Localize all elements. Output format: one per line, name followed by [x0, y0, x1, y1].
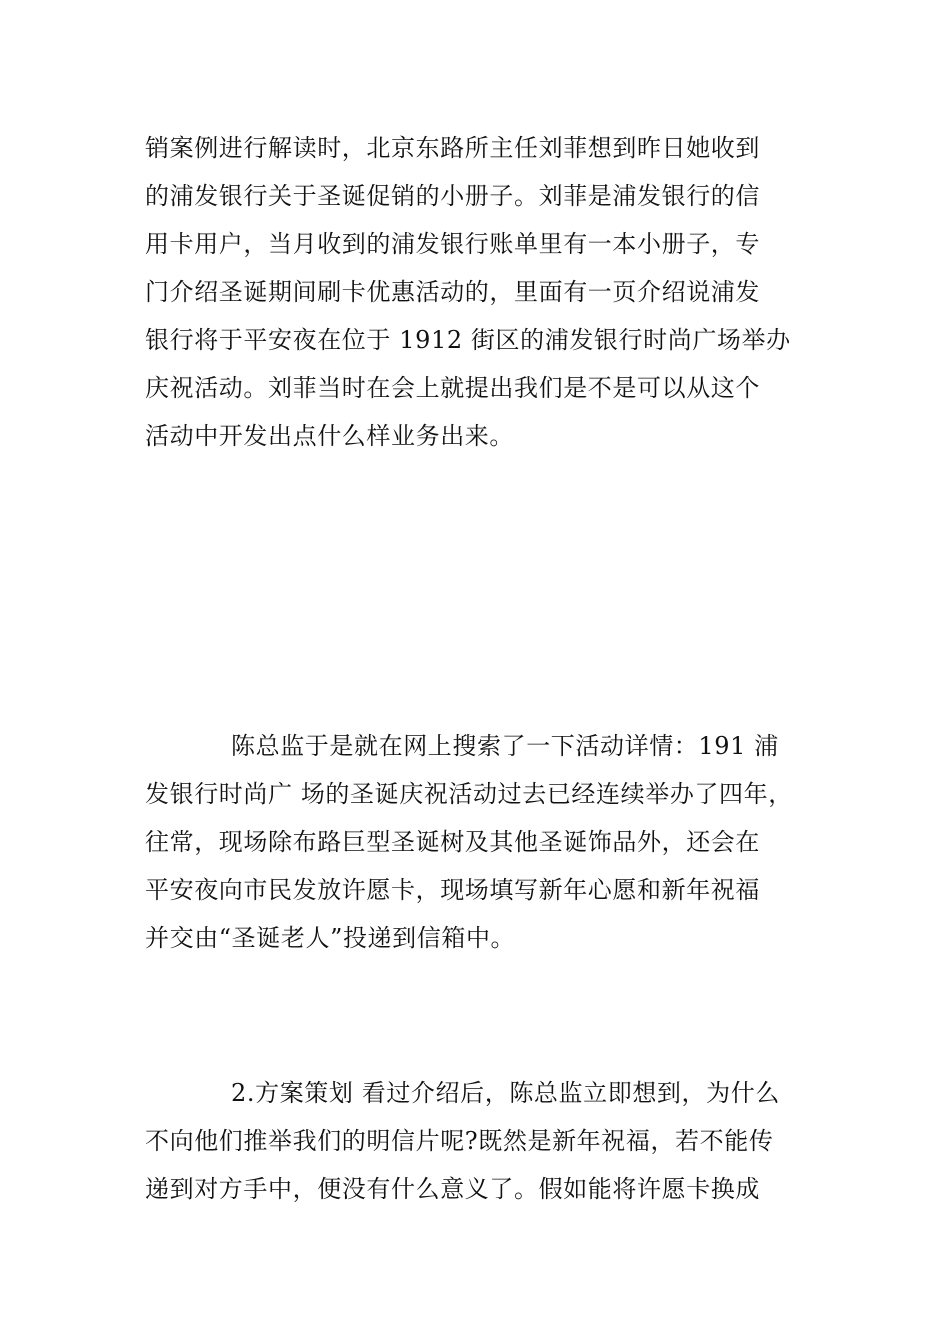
paragraph-line: 不向他们推举我们的明信片呢?既然是新年祝福，若不能传	[145, 1127, 774, 1155]
paragraph-line: 平安夜向市民发放许愿卡，现场填写新年心愿和新年祝福	[145, 876, 760, 904]
paragraph-line: 往常，现场除布路巨型圣诞树及其他圣诞饰品外，还会在	[145, 828, 760, 856]
paragraph-line: 庆祝活动。刘菲当时在会上就提出我们是不是可以从这个	[145, 374, 760, 402]
paragraph-1	[145, 124, 835, 460]
paragraph-line: 的浦发银行关于圣诞促销的小册子。刘菲是浦发银行的信	[145, 182, 760, 210]
paragraph-line: 并交由“圣诞老人”投递到信箱中。	[145, 924, 516, 952]
paragraph-line: 门介绍圣诞期间刷卡优惠活动的，里面有一页介绍说浦发	[145, 278, 760, 306]
paragraph-2	[145, 722, 835, 962]
paragraph-line: 递到对方手中，便没有什么意义了。假如能将许愿卡换成	[145, 1175, 760, 1203]
paragraph-line: 2.方案策划 看过介绍后，陈总监立即想到，为什么	[231, 1079, 780, 1107]
paragraph-line: 活动中开发出点什么样业务出来。	[145, 422, 514, 450]
paragraph-line: 银行将于平安夜在位于 1912 街区的浦发银行时尚广场举办	[145, 326, 791, 354]
paragraph-line: 陈总监于是就在网上搜索了一下活动详情：191 浦	[231, 732, 779, 760]
paragraph-line: 用卡用户，当月收到的浦发银行账单里有一本小册子，专	[145, 230, 760, 258]
paragraph-3	[145, 1069, 835, 1213]
paragraph-line: 销案例进行解读时，北京东路所主任刘菲想到昨日她收到	[145, 134, 760, 162]
paragraph-line: 发银行时尚广 场的圣诞庆祝活动过去已经连续举办了四年，	[145, 780, 793, 808]
